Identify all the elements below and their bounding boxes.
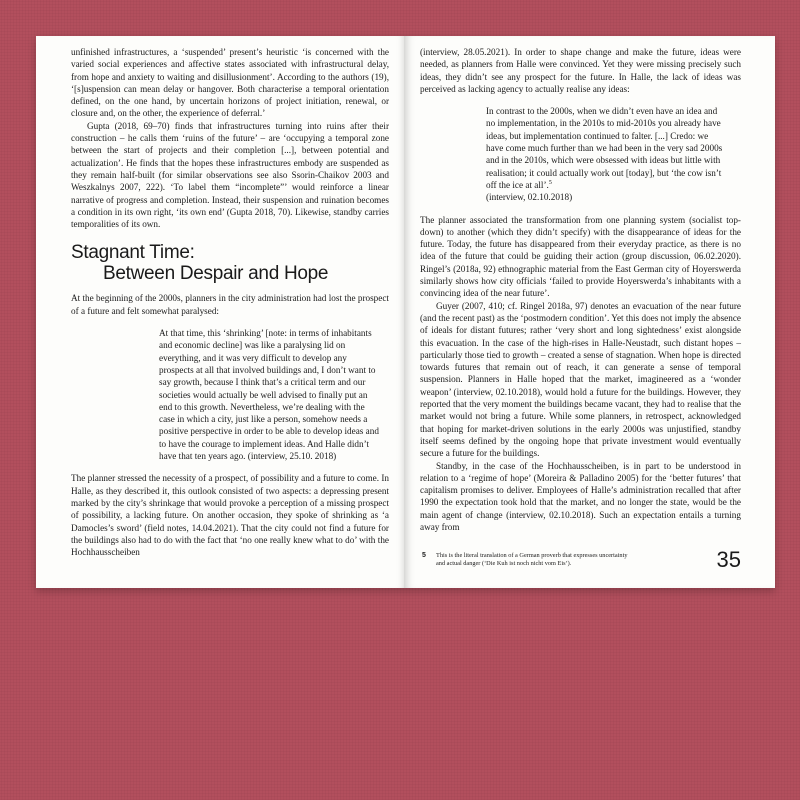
section-heading-line-2: Between Despair and Hope	[103, 263, 329, 285]
left-paragraph-3: At the beginning of the 2000s, planners in the city administration had lost the prospect of a future and felt somewhat paralysed:	[71, 293, 389, 316]
left-block-quote	[159, 327, 381, 462]
right-block-quote-text: In contrast to the 2000s, when we didn’t even have an idea and no implementation, in the 2010s to mid-2010s you already have ideas, but implementation continued to falter. [...] Credo: we have come much further than we had been in the very sad 2000s and in the 2010s, which were obsessed with ideas but little with realisation; it could actually work out [today], but ‘the cow isn’t off the ice at all’.	[486, 106, 723, 190]
footnote-number: 5	[422, 552, 426, 559]
right-paragraph-1: (interview, 28.05.2021). In order to shape change and make the future, ideas were needed, as planners from Halle were convinced. Yet they were missing precisely such ideas, they didn’t see any prospect for the future. In Halle, the lack of ideas was perceived as lacking agency to actually realise any ideas:	[420, 47, 741, 94]
left-page	[36, 36, 404, 588]
section-heading-line-1: Stagnant Time:	[71, 242, 195, 264]
right-block-quote-citation: (interview, 02.10.2018)	[486, 192, 573, 203]
left-paragraph-4: The planner stressed the necessity of a prospect, of possibility and a future to come. In Halle, as they described it, this outlook consisted of two aspects: a depressing present marked by the city’s shrinkage that would provoke a perception of a missing prospect of possibility, a lacking future. On another occasion, they spoke of shrinking as ‘a Damocles’s sword’ (field notes, 14.04.2021). That the city could not find a future for the buildings also had to do with the fact that ‘no one really knew what to do’ with the Hochhausscheiben	[71, 473, 389, 558]
left-block-quote-text: At that time, this ‘shrinking’ [note: in terms of inhabitants and economic decline] was like a paralysing lid on everything, and it was very difficult to develop any prospects at all that involved buildings and, I don’t want to say growth, because I think that’s a critical term and our societies would actually be well advised to finally put an end to this growth. Nevertheless, we’re dealing with the case in which a city, just like a person, somehow needs a positive perspective in order to be able to develop ideas and to have the courage to implement ideas. And Halle didn’t have that ten years ago. (interview, 25.10. 2018)	[159, 328, 379, 462]
right-paragraph-2: The planner associated the transformation from one planning system (socialist top-down) to another (which they didn’t specify) with the disappearance of ideas for the future. Today, the future has disappeared from their everyday practice, as there is no idea of the future that could be guiding their action (group discussion, 06.02.2020). Ringel’s (2018a, 92) ethnographic material from the East German city of Hoyerswerda similarly shows how city officials ‘failed to provide Hoyerswerda’s inhabitants with a convincing idea of the near future’.	[420, 214, 741, 299]
right-block-quote	[486, 105, 727, 203]
right-block-quote-body	[486, 105, 727, 203]
right-page	[404, 36, 775, 588]
book-spread	[36, 36, 775, 588]
right-paragraph-3: Guyer (2007, 410; cf. Ringel 2018a, 97) denotes an evacuation of the near future (and the recent past) as the ‘postmodern condition’. Yet this does not imply the absence of ideals for distant futures; rather ‘very short and long sightedness’ exist alongside this evacuation. In the case of the high-rises in Halle-Neustadt, such distant hopes – particularly those tied to growth – created a sense of stagnation. When hope is directed towards futures that remain out of reach, it can generate a sense of temporal suspension. Planners in Halle hoped that the market, imagineered as a ‘wonder weapon’ (interview, 02.10.2018), would hold a future for the buildings. However, they reported that the very moment the buildings became vacant, they had to realise that the market would not bring a future. While some planners, in retrospect, acknowledged that hoping for market-driven solutions in the early 2000s was unjustified, standby itself seems defined by the ongoing hope that private investment would eventually secure a future for the buildings.	[420, 300, 741, 459]
quote-footnote-marker: 5	[548, 179, 552, 186]
left-paragraph-1: unfinished infrastructures, a ‘suspended’ present’s heuristic ‘is concerned with the varied social experiences and affective states associated with infrastructural delay, from hope and anxiety to waiting and disillusionment’. According to the authors (19), ‘[s]uspension can mean delay or hangover. Both characterise a temporal orientation defined, on the one hand, by uncertain horizons of project initiation, renewal, or closure and, on the other, the experience of deferral.’	[71, 47, 389, 119]
right-paragraph-4: Standby, in the case of the Hochhausscheiben, is in part to be understood in relation to a ‘regime of hope’ (Moreira & Palladino 2005) for the ‘better futures’ that capitalism promises to deliver. Employees of Halle’s administration recalled that after 1990 the expectation took hold that the market, and no longer the state, would be the main agent of change (interview, 02.10.2018). Such an expectation entails a turning away from	[420, 460, 741, 532]
page-number: 35	[716, 547, 741, 572]
page-footer	[420, 548, 741, 582]
section-heading	[71, 242, 389, 284]
footnote-text: This is the literal translation of a German proverb that expresses uncertainty and actual danger (‘Die Kuh ist noch nicht vom Eis’).	[436, 552, 628, 567]
left-paragraph-2: Gupta (2018, 69–70) finds that infrastructures turning into ruins after their construction – he calls them ‘ruins of the future’ – are ‘occupying a temporal zone between the start of projects and their completion [...], between potential and actualization’. He finds that the hopes these infrastructures embody are suspended as they remain half-built (for similar observations see also Ssorin-Chaikov 2003 and Weszkalnys 2007, 222). ‘To label them “incomplete”’ would reinforce a linear narrative of progress and completion. Instead, their suspension and ruination becomes a condition in its own right, ‘its own end’ (Gupta 2018, 70). Likewise, standby carries temporalities of its own.	[71, 120, 389, 230]
